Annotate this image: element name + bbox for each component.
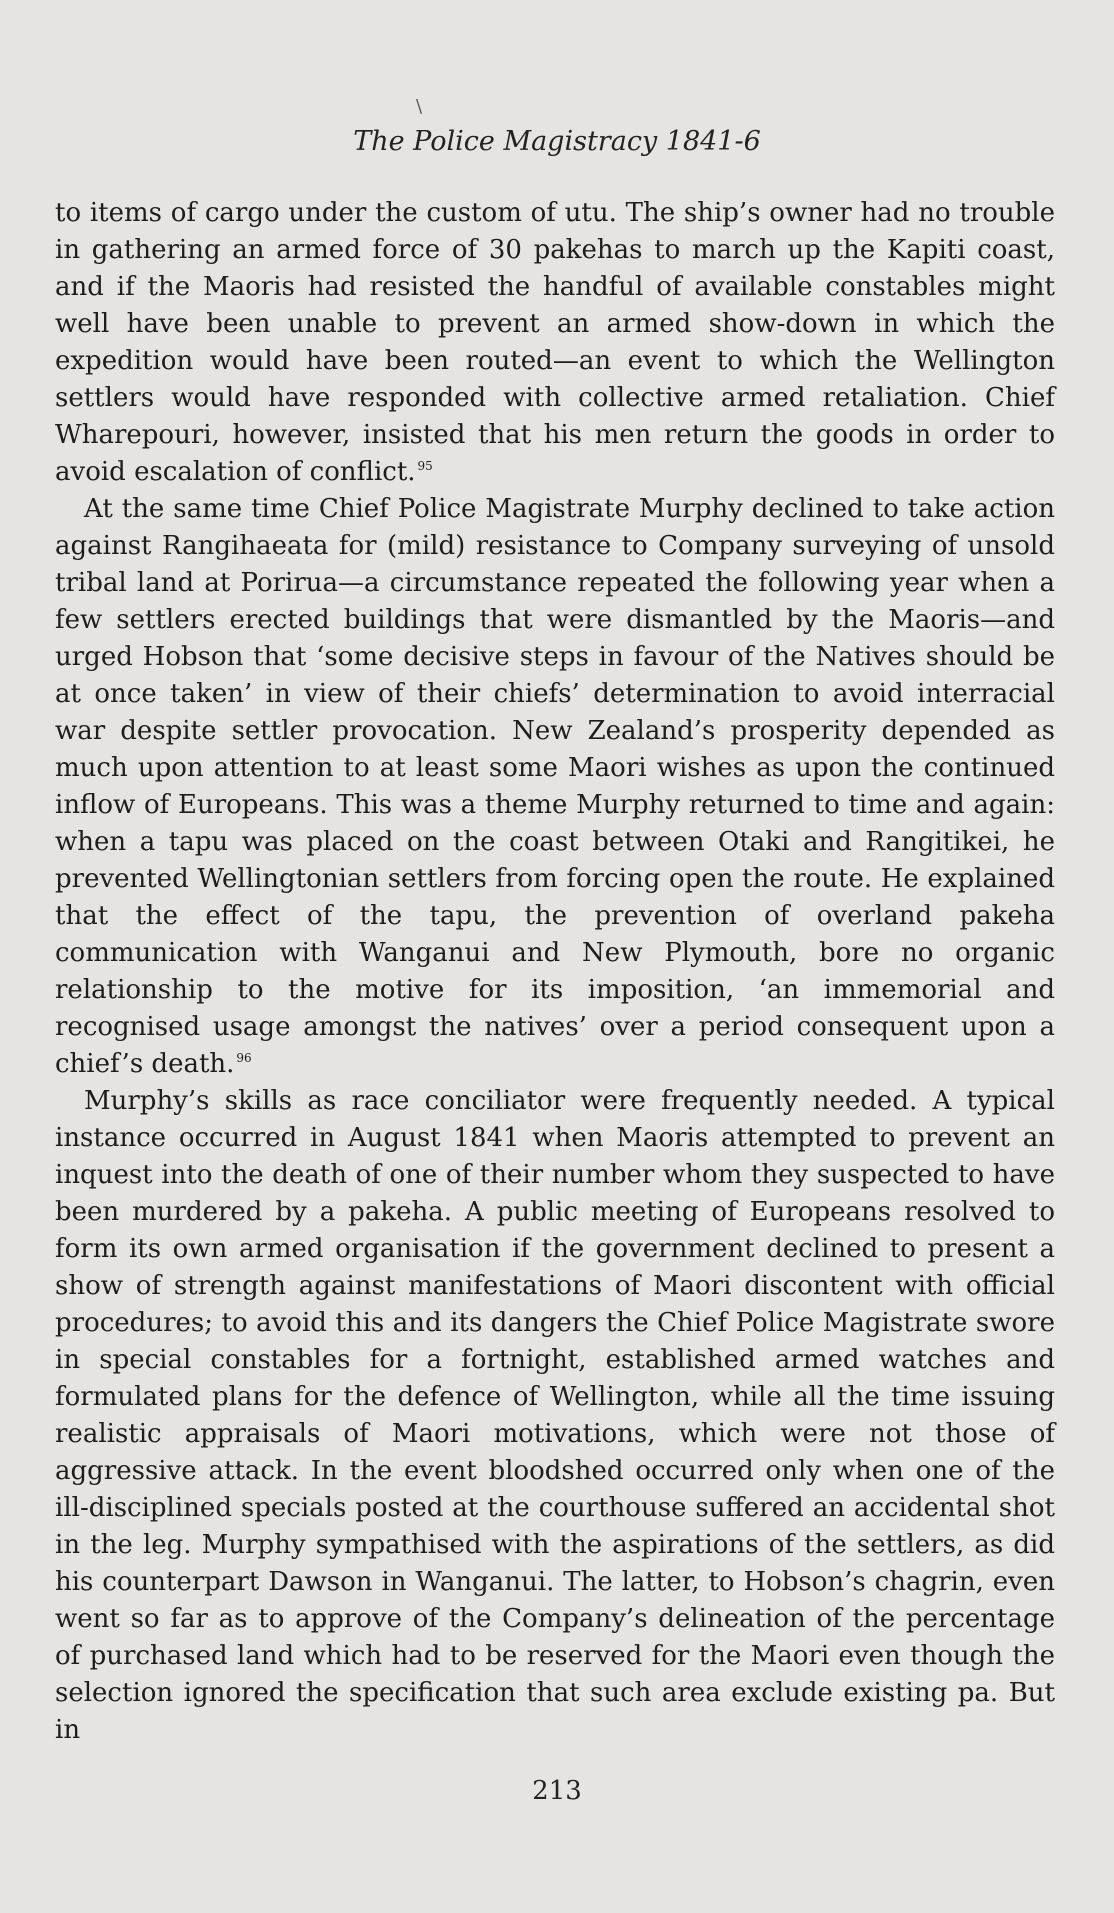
footnote-marker: 96 <box>236 1051 252 1066</box>
paragraph-2 <box>55 491 1055 1083</box>
paragraph-1 <box>55 195 1055 491</box>
paragraph-text: to items of cargo under the custom of utu. The ship’s owner had no trouble in gathering an armed force of 30 pakehas to march up the Kapiti coast, and if the Maoris had resisted the handful of available constables might well have been unable to prevent an armed show-down in which the expedition would have been routed—an event to which the Wellington settlers would have responded with collective armed retaliation. Chief Wharepouri, however, insisted that his men return the goods in order to avoid escalation of conflict. <box>55 198 1055 487</box>
paragraph-3 <box>55 1083 1055 1749</box>
page-number: 213 <box>532 1776 582 1806</box>
footnote-marker: 95 <box>417 459 433 474</box>
running-head: The Police Magistracy 1841-6 <box>353 126 761 157</box>
paragraph-text: Murphy’s skills as race conciliator were frequently needed. A typical instance occurred in August 1841 when Maoris attempted to prevent an inquest into the death of one of their number whom they suspected to have been murdered by a pakeha. A public meeting of Europeans resolved to form its own armed organisation if the government declined to present a show of strength against manifestations of Maori discontent with official procedures; to avoid this and its dangers the Chief Police Magistrate swore in special constables for a fortnight, established armed watches and formulated plans for the defence of Wellington, while all the time issuing realistic appraisals of Maori motivations, which were not those of aggressive attack. In the event bloodshed occurred only when one of the ill-disciplined specials posted at the courthouse suffered an accidental shot in the leg. Murphy sympathised with the aspirations of the settlers, as did his counterpart Dawson in Wanganui. The latter, to Hobson’s chagrin, even went so far as to approve of the Company’s delineation of the percentage of purchased land which had to be reserved for the Maori even though the selection ignored the specification that such area exclude existing pa. But in <box>55 1086 1055 1745</box>
paragraph-text: At the same time Chief Police Magistrate Murphy declined to take action against Rangihaeata for (mild) resistance to Company surveying of unsold tribal land at Porirua—a circumstance repeated the following year when a few settlers erected buildings that were dismantled by the Maoris—and urged Hobson that ‘some decisive steps in favour of the Natives should be at once taken’ in view of their chiefs’ determination to avoid interracial war despite settler provocation. New Zealand’s prosperity depended as much upon attention to at least some Maori wishes as upon the continued inflow of Europeans. This was a theme Murphy returned to time and again: when a tapu was placed on the coast between Otaki and Rangitikei, he prevented Wellingtonian settlers from forcing open the route. He explained that the effect of the tapu, the prevention of overland pakeha communication with Wanganui and New Plymouth, bore no organic relationship to the motive for its imposition, ‘an immemorial and recognised usage amongst the natives’ over a period consequent upon a chief’s death. <box>55 494 1055 1079</box>
body-text <box>55 195 1055 1749</box>
margin-tick-mark: \ <box>416 96 423 117</box>
